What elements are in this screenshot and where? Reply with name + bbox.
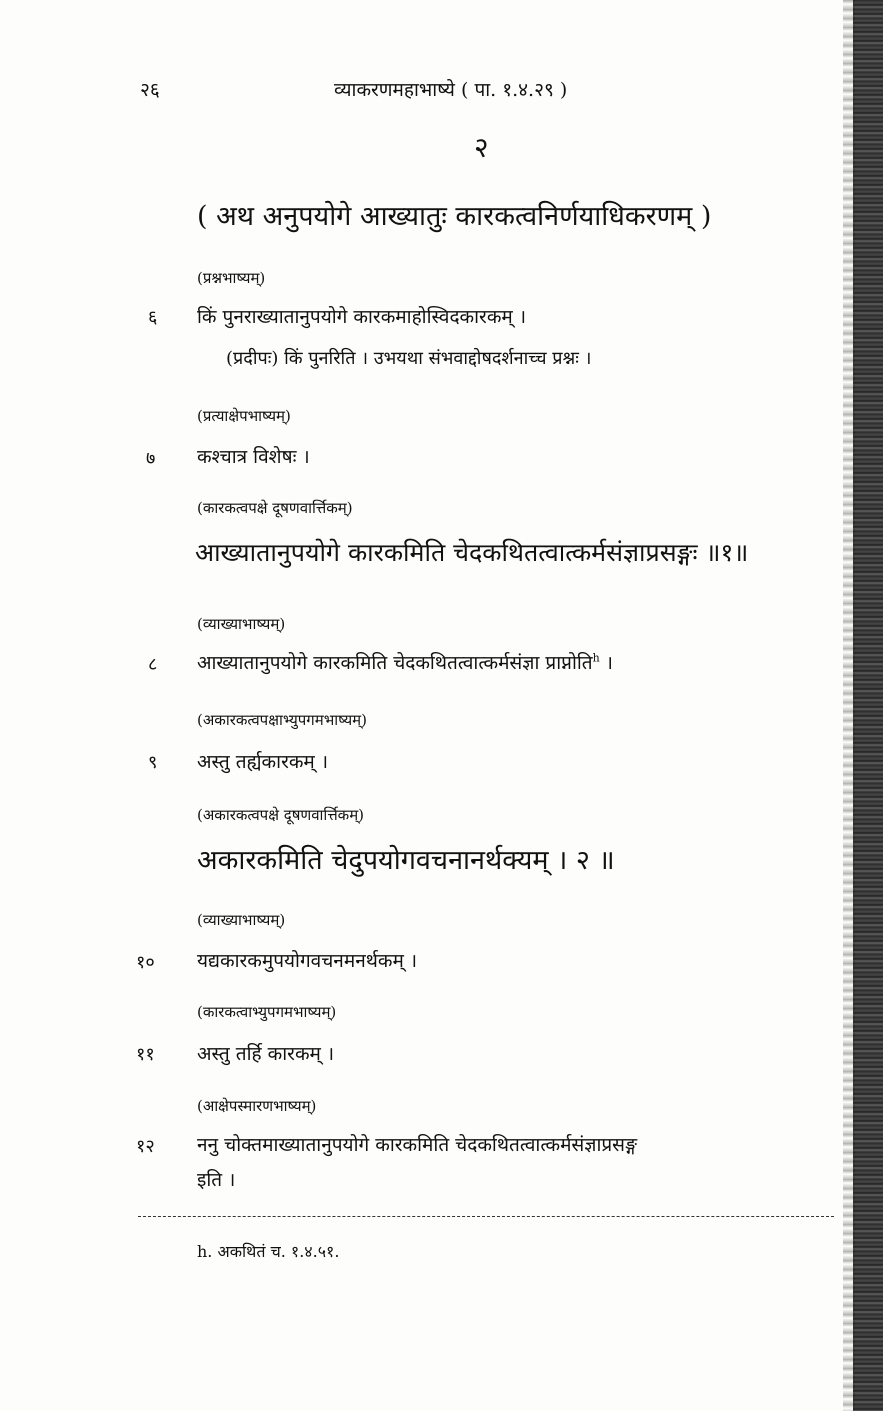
paragraph-number: ६ bbox=[148, 307, 158, 328]
paragraph-number: ११ bbox=[136, 1044, 155, 1065]
bhashya-label: (प्रत्याक्षेपभाष्यम्) bbox=[197, 407, 291, 425]
bhashya-text-continuation: इति । bbox=[197, 1169, 236, 1191]
bhashya-text: अस्तु तर्ह्यकारकम् । bbox=[197, 751, 329, 773]
bhashya-label: (अकारकत्वपक्षाभ्युपगमभाष्यम्) bbox=[197, 711, 368, 729]
bhashya-label: (कारकत्वाभ्युपगमभाष्यम्) bbox=[197, 1003, 337, 1021]
bhashya-text bbox=[197, 649, 613, 675]
section-number: २ bbox=[474, 131, 489, 164]
bhashya-label: (व्याख्याभाष्यम्) bbox=[197, 615, 286, 633]
page-edge-shadow bbox=[853, 0, 883, 1411]
paragraph-number: ८ bbox=[148, 654, 158, 675]
vartika-text: अकारकमिति चेदुपयोगवचनानर्थक्यम् । २ ॥ bbox=[197, 845, 615, 876]
pradipa-commentary bbox=[226, 346, 591, 370]
bhashya-text-main: आख्यातानुपयोगे कारकमिति चेदकथितत्वात्कर्मसंज्ञा प्राप्नोति bbox=[197, 652, 593, 674]
pradipa-text: किं पुनरिति । उभयथा संभवाद्दोषदर्शनाच्च प्रश्नः । bbox=[284, 348, 592, 369]
paragraph-number: १२ bbox=[136, 1136, 155, 1157]
vartika-text: आख्यातानुपयोगे कारकमिति चेदकथितत्वात्कर्मसंज्ञाप्रसङ्गः ॥१॥ bbox=[195, 538, 749, 567]
section-subtitle: ( अथ अनुपयोगे आख्यातुः कारकत्वनिर्णयाधिकरणम् ) bbox=[197, 201, 712, 232]
bhashya-text: अस्तु तर्हि कारकम् । bbox=[197, 1043, 335, 1065]
vartika-label: (कारकत्वपक्षे दूषणवार्त्तिकम्) bbox=[197, 499, 353, 517]
bhashya-text: किं पुनराख्यातानुपयोगे कारकमाहोस्विदकारकम् । bbox=[197, 306, 527, 328]
paragraph-number: ९ bbox=[148, 752, 158, 773]
bhashya-text: कश्चात्र विशेषः । bbox=[197, 446, 310, 468]
vartika-label: (अकारकत्वपक्षे दूषणवार्त्तिकम्) bbox=[197, 806, 365, 824]
footnote-marker: h bbox=[592, 651, 600, 665]
bhashya-text: ननु चोक्तमाख्यातानुपयोगे कारकमिति चेदकथितत्वात्कर्मसंज्ञाप्रसङ्ग bbox=[197, 1134, 638, 1156]
bhashya-text: यद्यकारकमुपयोगवचनमनर्थकम् । bbox=[197, 950, 418, 972]
bhashya-label: (व्याख्याभाष्यम्) bbox=[197, 911, 286, 929]
bhashya-label: (प्रश्नभाष्यम्) bbox=[197, 269, 266, 287]
footnote: h. अकथितं च. १.४.५१. bbox=[197, 1242, 340, 1261]
footnote-separator bbox=[138, 1216, 834, 1217]
paragraph-number: ७ bbox=[146, 448, 156, 469]
page-number: २६ bbox=[140, 79, 160, 101]
paragraph-number: १० bbox=[136, 952, 155, 973]
pradipa-label: (प्रदीपः) bbox=[226, 348, 279, 369]
bhashya-text-end: । bbox=[605, 652, 613, 674]
bhashya-label: (आक्षेपस्मारणभाष्यम्) bbox=[197, 1097, 317, 1115]
running-title: व्याकरणमहाभाष्ये ( पा. १.४.२९ ) bbox=[334, 79, 568, 101]
